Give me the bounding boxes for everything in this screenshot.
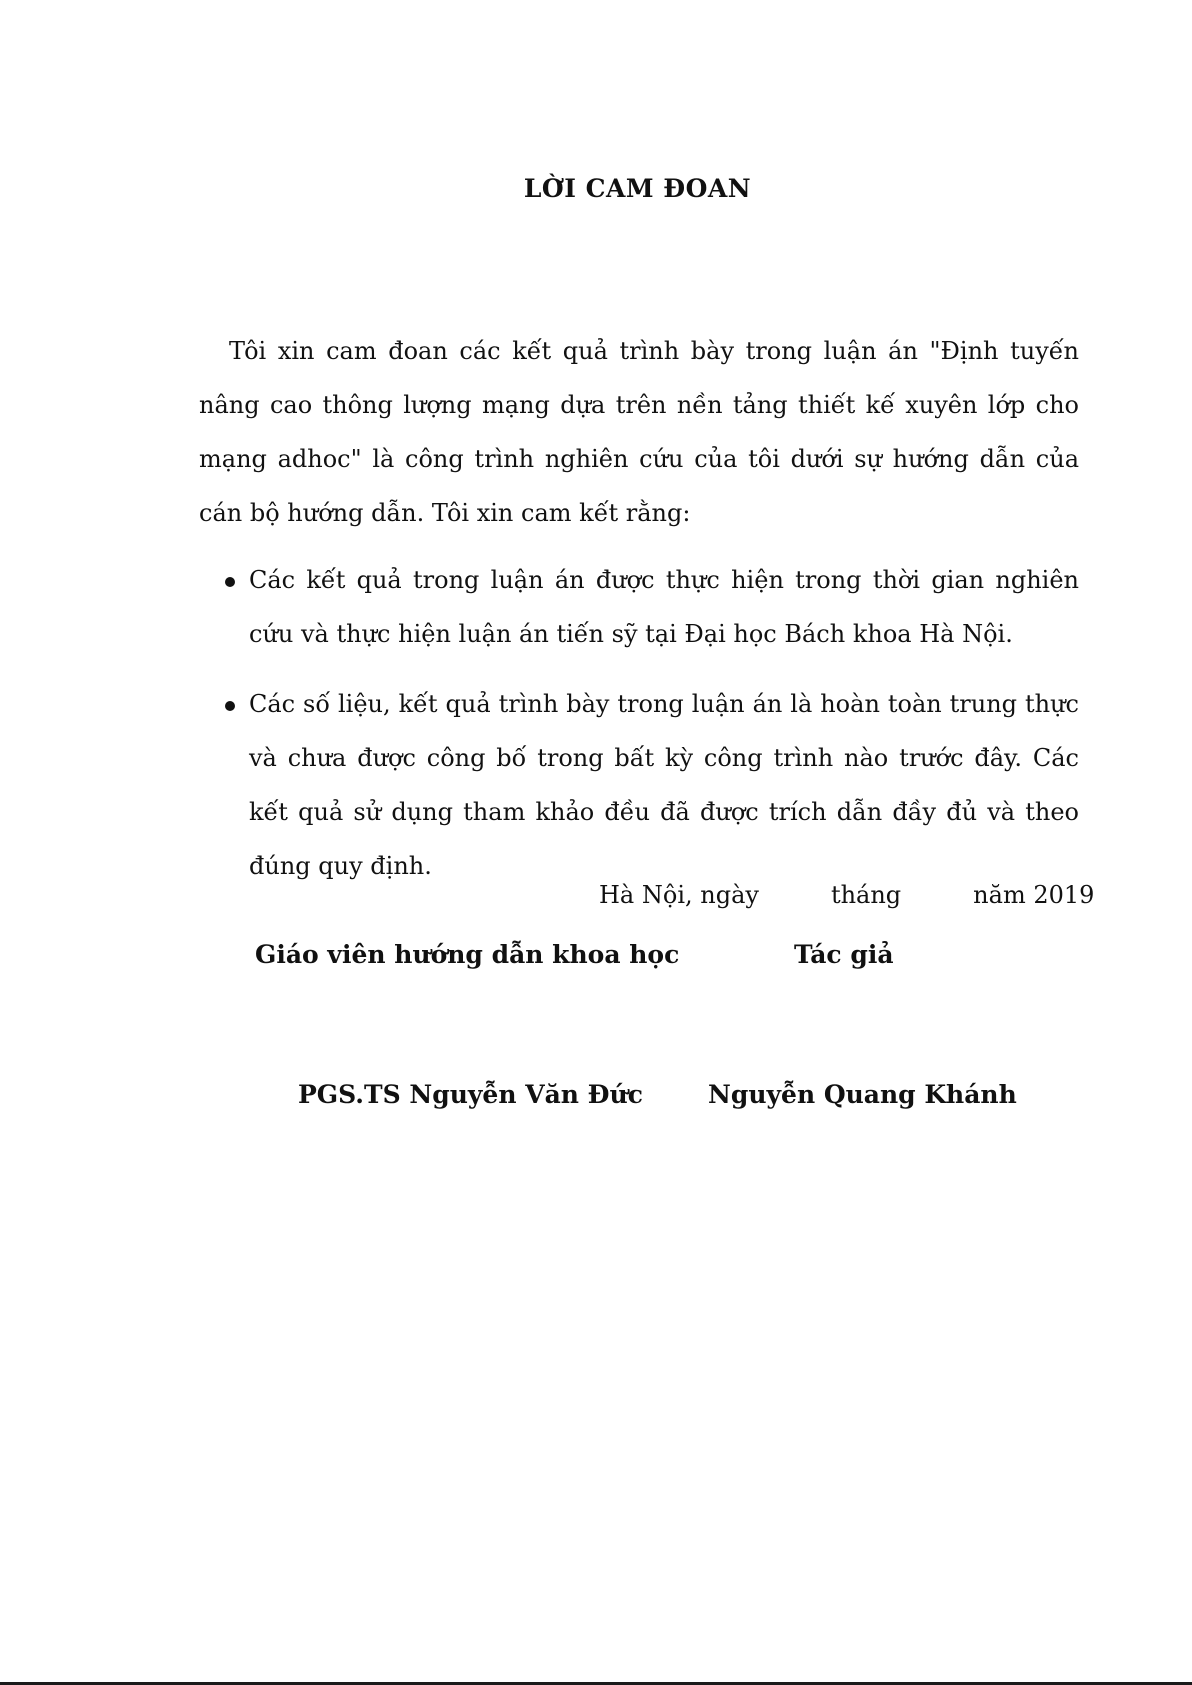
page-title: LỜI CAM ĐOAN [523, 174, 752, 203]
list-item [199, 677, 1079, 893]
date-place-day: Hà Nội, ngày [599, 881, 759, 909]
list-item [199, 553, 1079, 661]
advisor-name: PGS.TS Nguyễn Văn Đức [298, 1080, 643, 1109]
author-role: Tác giả [794, 940, 894, 969]
date-line [599, 868, 1095, 922]
author-name: Nguyễn Quang Khánh [708, 1080, 1017, 1109]
date-month: tháng [830, 881, 902, 909]
intro-section [199, 324, 1079, 540]
list-item-text: Các số liệu, kết quả trình bày trong luận án là hoàn toàn trung thực và chưa được công bố trong bất kỳ công trình nào trước đây. Các kết quả sử dụng tham khảo đều đã được trích dẫn đầy đủ và theo đúng quy định. [249, 690, 1079, 880]
commitment-list [199, 553, 1079, 909]
bullet-icon [225, 577, 235, 587]
advisor-role: Giáo viên hướng dẫn khoa học [255, 940, 680, 969]
intro-paragraph: Tôi xin cam đoan các kết quả trình bày trong luận án "Định tuyến nâng cao thông lượng mạng dựa trên nền tảng thiết kế xuyên lớp cho mạng adhoc" là công trình nghiên cứu của tôi dưới sự hướng dẫn của cán bộ hướng dẫn. Tôi xin cam kết rằng: [199, 337, 1079, 527]
bullet-icon [225, 701, 235, 711]
date-year: năm 2019 [973, 881, 1095, 909]
list-item-text: Các kết quả trong luận án được thực hiện trong thời gian nghiên cứu và thực hiện luận án tiến sỹ tại Đại học Bách khoa Hà Nội. [249, 566, 1079, 648]
